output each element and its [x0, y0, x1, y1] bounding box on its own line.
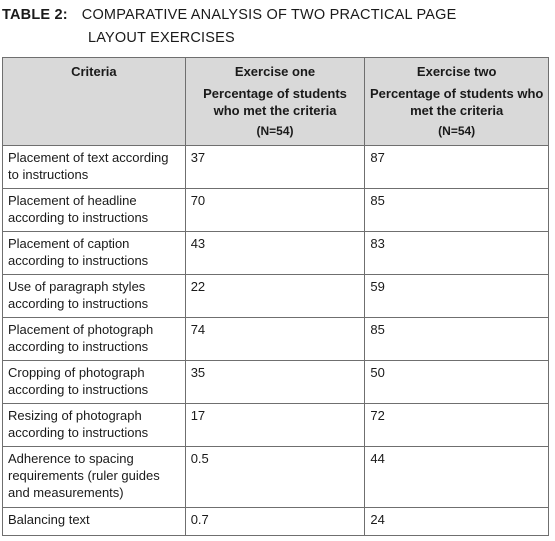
exercise-one-sample-size: (N=54): [256, 124, 294, 138]
cell-exercise-one: 17: [185, 404, 365, 447]
cell-exercise-two: 87: [365, 146, 549, 189]
table-header: [3, 58, 549, 146]
cell-exercise-two: 44: [365, 447, 549, 508]
cell-exercise-two: 85: [365, 189, 549, 232]
cell-criteria: Placement of photograph according to instructions: [3, 318, 186, 361]
comparison-table: [2, 57, 549, 536]
exercise-two-name: Exercise two: [416, 64, 497, 79]
table-row: [3, 275, 549, 318]
exercise-two-sample-size: (N=54): [438, 124, 476, 138]
cell-exercise-one: 35: [185, 361, 365, 404]
table-row: [3, 361, 549, 404]
cell-criteria: Cropping of photograph according to instructions: [3, 361, 186, 404]
table-row: [3, 146, 549, 189]
cell-criteria: Placement of text according to instructions: [3, 146, 186, 189]
header-exercise-two: [365, 58, 549, 146]
table-row: [3, 508, 549, 536]
cell-exercise-one: 43: [185, 232, 365, 275]
cell-exercise-one: 22: [185, 275, 365, 318]
cell-exercise-two: 24: [365, 508, 549, 536]
cell-exercise-two: 59: [365, 275, 549, 318]
table-row: [3, 404, 549, 447]
cell-exercise-one: 74: [185, 318, 365, 361]
table-label-separator: :: [62, 7, 68, 23]
cell-criteria: Placement of headline according to instructions: [3, 189, 186, 232]
cell-exercise-one: 37: [185, 146, 365, 189]
cell-exercise-two: 72: [365, 404, 549, 447]
table-row: [3, 447, 549, 508]
header-criteria-label: Criteria: [71, 64, 117, 79]
cell-criteria: Use of paragraph styles according to instructions: [3, 275, 186, 318]
caption-line-1: [2, 4, 542, 27]
header-row: [3, 58, 549, 146]
exercise-one-description: Percentage of students who met the criteria: [203, 86, 347, 118]
table-row: [3, 189, 549, 232]
header-exercise-one: [185, 58, 365, 146]
exercise-one-name: Exercise one: [234, 64, 316, 79]
cell-exercise-two: 83: [365, 232, 549, 275]
header-criteria: [3, 58, 186, 146]
cell-criteria: Resizing of photograph according to instructions: [3, 404, 186, 447]
exercise-two-description: Percentage of students who met the criteria: [369, 86, 544, 118]
table-caption: [2, 4, 542, 50]
table-row: [3, 232, 549, 275]
cell-exercise-one: 0.5: [185, 447, 365, 508]
table-title-line-1: COMPARATIVE ANALYSIS OF TWO PRACTICAL PAGE: [81, 7, 457, 23]
cell-criteria: Adherence to spacing requirements (ruler guides and measurements): [3, 447, 186, 508]
table-label-text: TABLE 2: [2, 7, 63, 23]
cell-criteria: Placement of caption according to instructions: [3, 232, 186, 275]
cell-exercise-two: 85: [365, 318, 549, 361]
cell-criteria: Balancing text: [3, 508, 186, 536]
cell-exercise-two: 50: [365, 361, 549, 404]
table-row: [3, 318, 549, 361]
cell-exercise-one: 0.7: [185, 508, 365, 536]
table-title-line-2: LAYOUT EXERCISES: [88, 30, 235, 46]
cell-exercise-one: 70: [185, 189, 365, 232]
table-label: [2, 7, 68, 23]
table-body: [3, 146, 549, 536]
